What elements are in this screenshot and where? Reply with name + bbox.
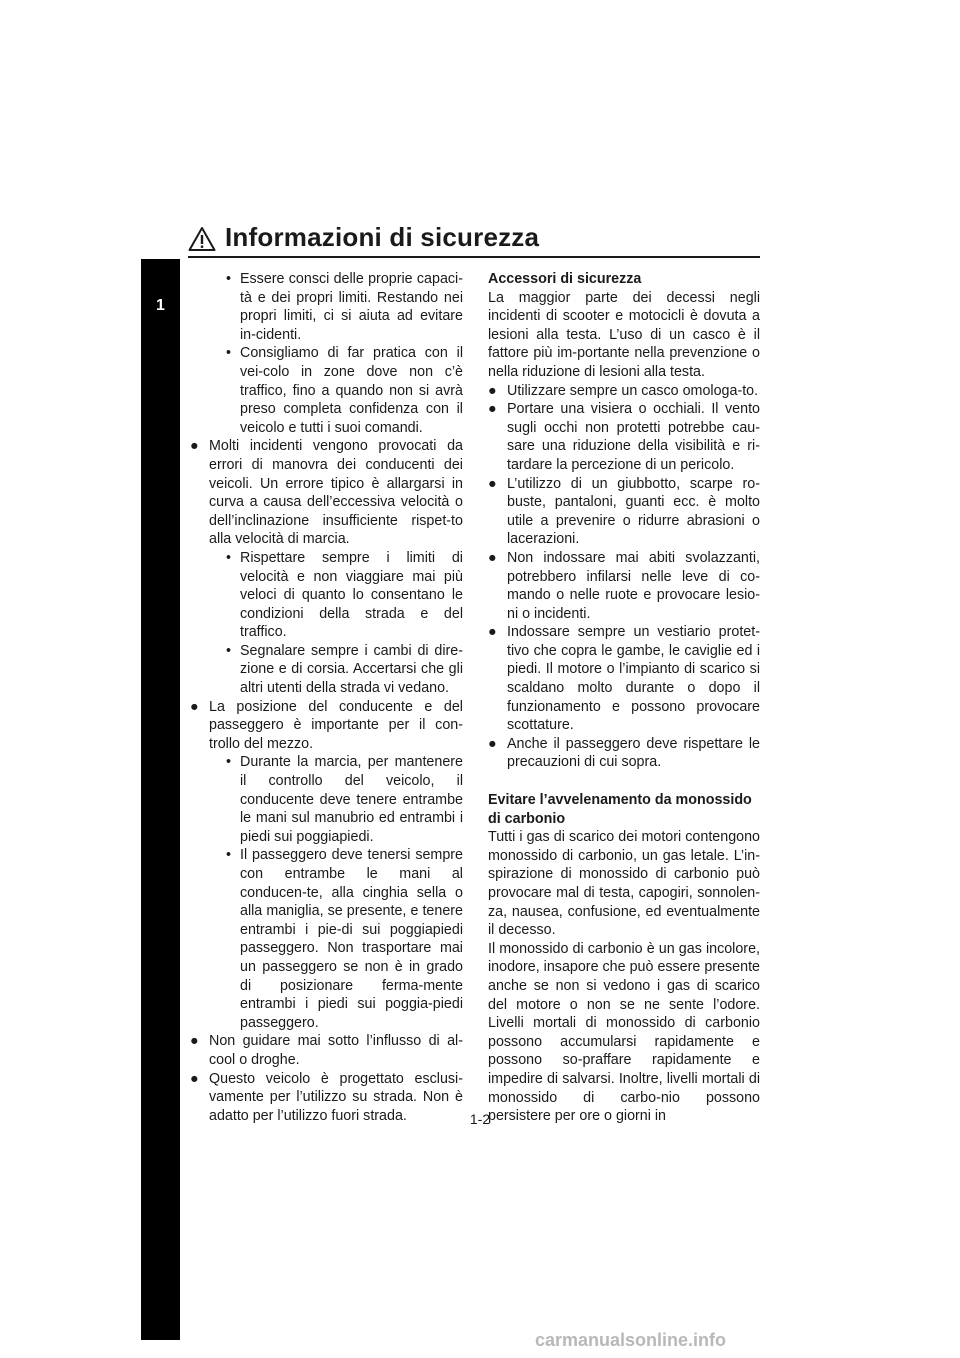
chapter-tab — [141, 259, 180, 1340]
paragraph: La maggior parte dei decessi negli incidenti di scooter e motocicli è dovuta a lesioni alla testa. L’uso di un casco è il fattore più im-portante nella prevenzione o nella riduzione di lesioni alla testa. — [488, 289, 760, 380]
bullet-text: Essere consci delle proprie capaci-tà e dei propri limiti. Restando nei propri limiti, ci si aiuta ad evitare in-cidenti. — [240, 271, 463, 343]
bullet-item — [488, 400, 760, 474]
page-header — [188, 222, 760, 256]
bullet-item — [190, 1032, 463, 1069]
bullet-item — [190, 437, 463, 549]
filled-bullet-icon: ● — [190, 438, 199, 455]
bullet-text: Segnalare sempre i cambi di dire-zione e di corsia. Accertarsi che gli altri utenti della strada vi vedano. — [240, 642, 463, 697]
bullet-text: Anche il passeggero deve rispettare le precauzioni di cui sopra. — [507, 735, 760, 771]
filled-bullet-icon: ● — [488, 624, 497, 641]
bullet-text: Molti incidenti vengono provocati da errori di manovra dei conducenti dei veicoli. Un errore tipico è allargarsi in curva a causa dell’eccessiva velocità o dell’inclinazione insufficiente rispet-to alla velocità di marcia. — [209, 438, 463, 548]
filled-bullet-icon: ● — [488, 549, 497, 566]
bullet-text: Consigliamo di far pratica con il vei-colo in zone dove non c’è traffico, fino a quando non si avrà preso completa confidenza con il veicolo e tutti i suoi comandi. — [240, 345, 463, 436]
bullet-text: Rispettare sempre i limiti di velocità e non viaggiare mai più veloci di quanto lo consentano le condizioni della strada e del traffico. — [240, 549, 463, 641]
bullet-item — [488, 382, 760, 401]
section-heading: Accessori di sicurezza — [488, 271, 642, 287]
sub-bullet-item — [190, 642, 463, 698]
dot-bullet-icon: • — [226, 271, 232, 287]
paragraph: Il monossido di carbonio è un gas incolore, inodore, insapore che può essere presente anche se non si vedono i gas di scarico del motore o non se ne sente l’odore. Livelli mortali di monossido di carbonio possono accumularsi rapidamente e possono so-praffare rapidamente e impedire di salvarsi. Inoltre, livelli mortali di monossido di carbo-nio possono persistere per ore o giorni in — [488, 940, 760, 1125]
bullet-item — [488, 549, 760, 623]
bullet-text: Indossare sempre un vestiario protet-tivo che copra le gambe, le caviglie ed i piedi. Il motore o l’impianto di scarico si scaldano molto durante o dopo il funzionamento e possono provocare scottature. — [507, 624, 760, 734]
paragraph: Tutti i gas di scarico dei motori contengono monossido di carbonio, un gas letale. L’in-spirazione di monossido di carbonio può provocare mal di testa, capogiri, sonnolen-za, nausea, confusione, ed eventualmente il decesso. — [488, 829, 760, 939]
sub-bullet-item — [190, 549, 463, 642]
bullet-text: Durante la marcia, per mantenere il controllo del veicolo, il conducente deve tenere entrambe le mani sul manubrio ed entrambi i piedi sui poggiapiedi. — [240, 754, 463, 845]
bullet-text: La posizione del conducente e del passeggero è importante per il con-trollo del mezzo. — [209, 698, 463, 752]
section-spacer — [488, 772, 760, 791]
filled-bullet-icon: ● — [190, 698, 199, 715]
dot-bullet-icon: • — [226, 642, 232, 659]
bullet-text: Questo veicolo è progettato esclusi-vamente per l’utilizzo su strada. Non è adatto per l’utilizzo fuori strada. — [209, 1070, 463, 1124]
bullet-text: Il passeggero deve tenersi sempre con entrambe le mani al conducen-te, alla cinghia sella o alla maniglia, se presente, e tenere entrambi i pie-di sui poggiapiedi passeggero. Non trasportare mai un passeggero se non è in grado di posizionare ferma-mente entrambi i piedi sui poggia-piedi passeggero. — [240, 847, 463, 1031]
filled-bullet-icon: ● — [190, 1070, 199, 1087]
bullet-text: L’utilizzo di un giubbotto, scarpe ro-buste, pantaloni, guanti ecc. è molto utile a prevenire o ridurre abrasioni o lacerazioni. — [507, 475, 760, 548]
dot-bullet-icon: • — [226, 754, 232, 771]
filled-bullet-icon: ● — [488, 475, 497, 492]
filled-bullet-icon: ● — [190, 1033, 199, 1050]
bullet-item — [488, 623, 760, 735]
section-heading: Evitare l’avvelenamento da monossido di carbonio — [488, 792, 752, 827]
filled-bullet-icon: ● — [488, 382, 497, 399]
bullet-text: Non guidare mai sotto l’influsso di al-cool o droghe. — [209, 1033, 463, 1068]
bullet-item — [190, 698, 463, 754]
bullet-item — [488, 475, 760, 549]
watermark-logo: carmanualsonline.info — [535, 1330, 727, 1350]
left-column — [190, 270, 463, 1125]
page-number: 1-2 — [469, 1111, 491, 1127]
dot-bullet-icon: • — [226, 549, 232, 566]
bullet-text: Utilizzare sempre un casco omologa-to. — [507, 382, 759, 399]
warning-triangle-icon — [188, 226, 216, 252]
bullet-item — [488, 735, 760, 772]
bullet-text: Non indossare mai abiti svolazzanti, potrebbero infilarsi nelle leve di co-mando o nelle ruote e provocare lesio-ni o incidenti. — [507, 549, 760, 622]
sub-bullet-item — [190, 270, 463, 344]
sub-bullet-item — [190, 344, 463, 437]
dot-bullet-icon: • — [226, 847, 232, 864]
right-column — [488, 270, 760, 1126]
filled-bullet-icon: ● — [488, 735, 497, 752]
filled-bullet-icon: ● — [488, 401, 497, 418]
page-title: Informazioni di sicurezza — [225, 222, 540, 252]
dot-bullet-icon: • — [226, 345, 232, 362]
header-divider — [188, 256, 760, 258]
sub-bullet-item — [190, 753, 463, 846]
chapter-number: 1 — [156, 297, 165, 314]
sub-bullet-item — [190, 846, 463, 1032]
bullet-text: Portare una visiera o occhiali. Il vento sugli occhi non protetti potrebbe cau-sare una riduzione della visibilità e ri-tardare la percezione di un pericolo. — [507, 401, 760, 473]
